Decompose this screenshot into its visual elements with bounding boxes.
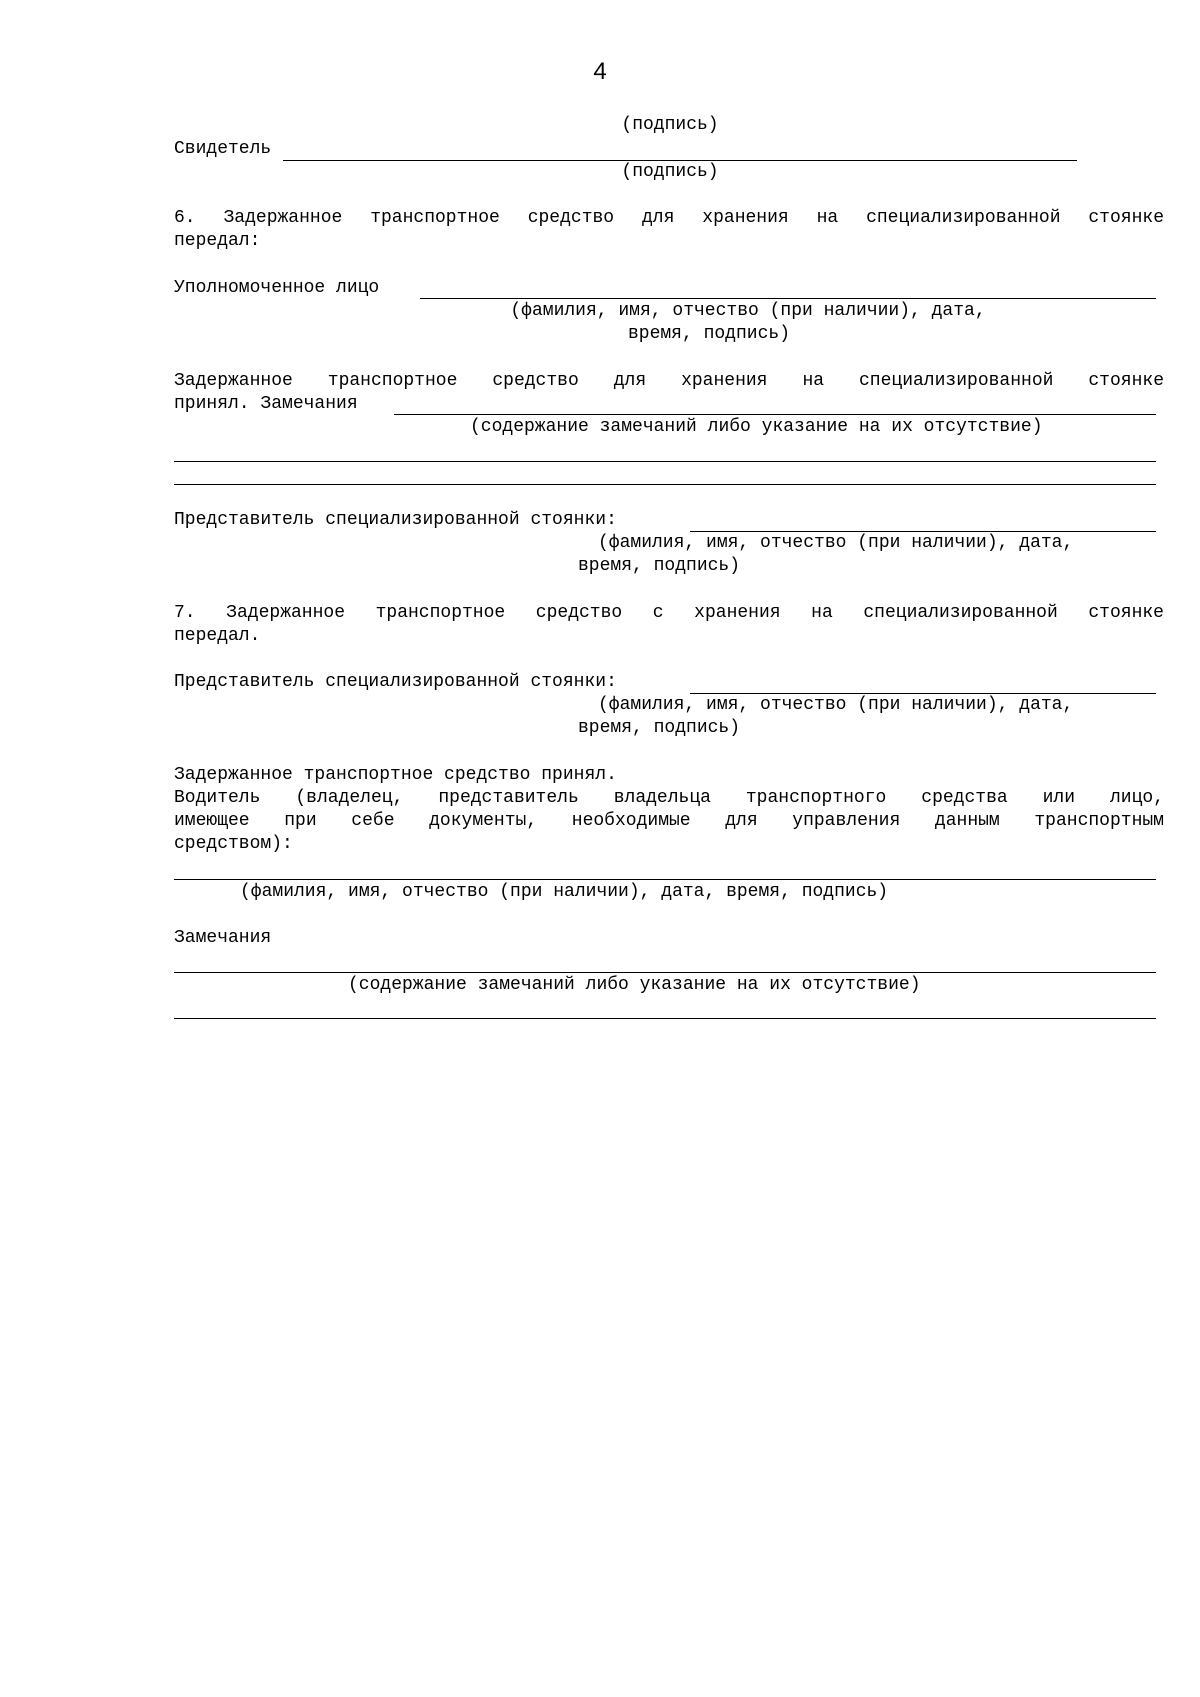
section-7-heading-line2: передал. [174, 626, 261, 646]
vehicle-accepted: Задержанное транспортное средство принял. [174, 765, 617, 785]
authorized-person-line[interactable] [420, 298, 1156, 299]
remarks-line[interactable] [394, 414, 1156, 415]
driver-signature-line[interactable] [174, 879, 1156, 880]
remarks-hint: (содержание замечаний либо указание на их отсутствие) [470, 417, 1043, 437]
remarks-label: Замечания [174, 928, 272, 948]
driver-line2: имеющее при себе документы, необходимые для управления данным транспортным [174, 811, 1164, 831]
final-remarks-line-2[interactable] [174, 1018, 1156, 1019]
remarks-line-2[interactable] [174, 461, 1156, 462]
authorized-person-hint-2: время, подпись) [627, 324, 790, 344]
parking-representative-hint-1: (фамилия, имя, отчество (при наличии), дата, [598, 533, 1074, 553]
authorized-person-hint-1: (фамилия, имя, отчество (при наличии), дата, [510, 301, 986, 321]
page-number: 4 [593, 58, 607, 85]
parking-representative-hint-2b: время, подпись) [578, 718, 741, 738]
parking-representative-label-2: Представитель специализированной стоянки: [174, 672, 617, 692]
authorized-person-label: Уполномоченное лицо [174, 278, 380, 298]
signature-caption: (подпись) [621, 115, 719, 135]
witness-signature-caption: (подпись) [621, 162, 719, 182]
final-remarks-hint: (содержание замечаний либо указание на их отсутствие) [348, 975, 921, 995]
section-6-heading-line1: 6. Задержанное транспортное средство для хранения на специализированной стоянке [174, 208, 1164, 228]
parking-representative-label: Представитель специализированной стоянки: [174, 510, 617, 530]
witness-label: Свидетель [174, 139, 272, 159]
storage-accepted-line1: Задержанное транспортное средство для хранения на специализированной стоянке [174, 371, 1164, 391]
driver-line3: средством): [174, 834, 293, 854]
driver-line1: Водитель (владелец, представитель владельца транспортного средства или лицо, [174, 788, 1164, 808]
driver-signature-hint: (фамилия, имя, отчество (при наличии), дата, время, подпись) [240, 882, 889, 902]
section-7-heading-line1: 7. Задержанное транспортное средство с хранения на специализированной стоянке [174, 603, 1164, 623]
section-6-heading-line2: передал: [174, 231, 261, 251]
remarks-line-3[interactable] [174, 484, 1156, 485]
final-remarks-line[interactable] [174, 972, 1156, 973]
parking-representative-hint-1b: (фамилия, имя, отчество (при наличии), дата, [598, 695, 1074, 715]
parking-representative-hint-2: время, подпись) [578, 556, 741, 576]
storage-accepted-line2: принял. Замечания [174, 394, 358, 414]
